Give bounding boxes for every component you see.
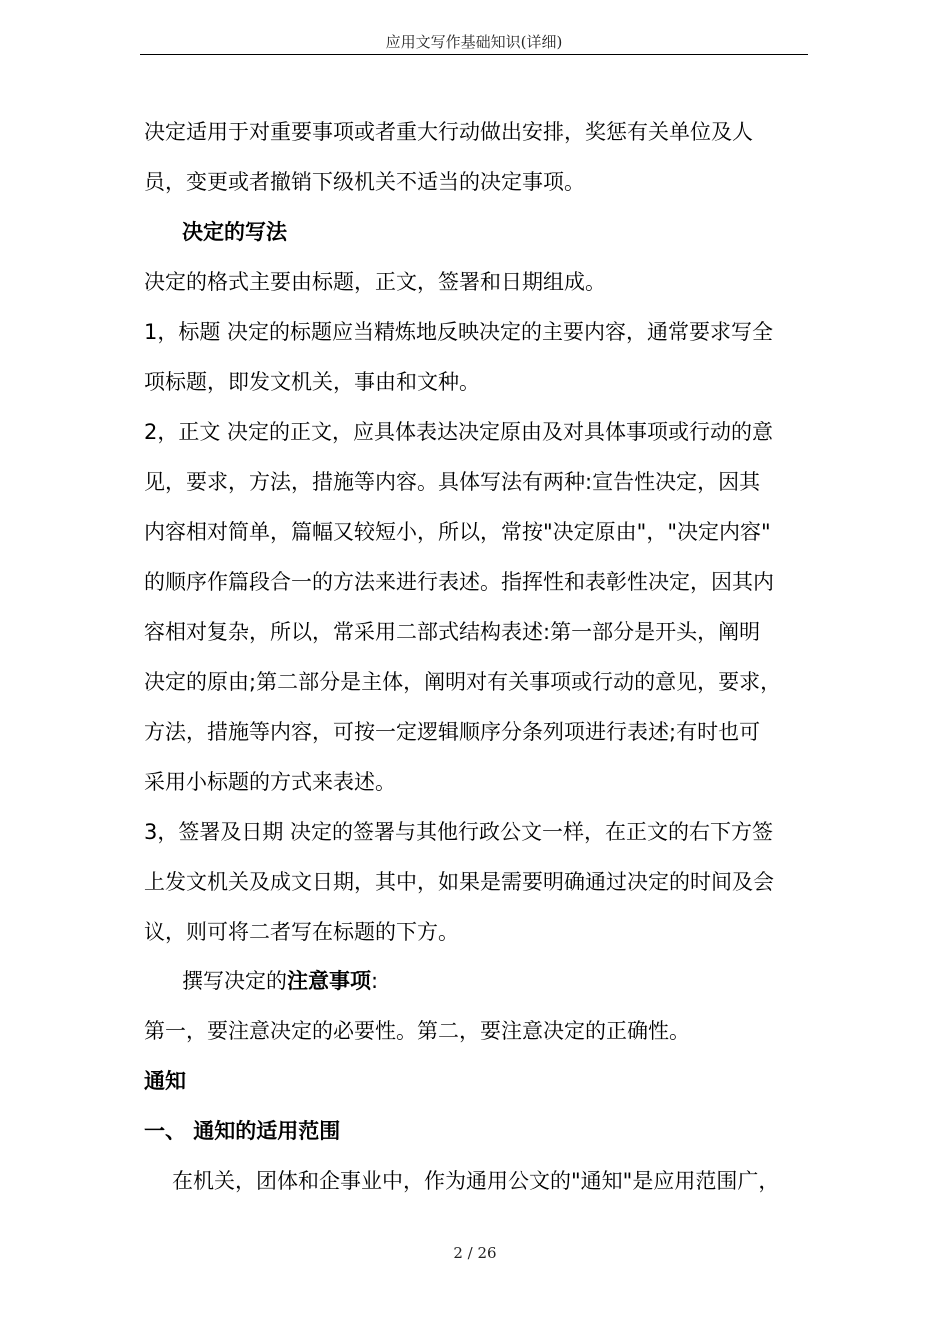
- notes-heading-suffix: :: [371, 969, 379, 993]
- notes-heading-prefix: 撰写决定的: [182, 969, 287, 993]
- body-line: 1，标题 决定的标题应当精炼地反映决定的主要内容，通常要求写全: [144, 320, 774, 344]
- notes-heading: [182, 966, 378, 996]
- body-line: 容相对复杂，所以，常采用二部式结构表述:第一部分是开头，阐明: [144, 620, 761, 644]
- page-header: 应用文写作基础知识(详细): [385, 33, 563, 51]
- notes-heading-bold: 注意事项: [287, 969, 371, 993]
- section-title: 通知: [144, 1069, 186, 1093]
- body-line: 的顺序作篇段合一的方法来进行表述。指挥性和表彰性决定，因其内: [144, 570, 774, 594]
- body-line: 见，要求，方法，措施等内容。具体写法有两种:宣告性决定，因其: [144, 470, 761, 494]
- body-line: 采用小标题的方式来表述。: [144, 770, 396, 794]
- body-line: 在机关，团体和企事业中，作为通用公文的"通知"是应用范围广，: [172, 1169, 780, 1193]
- body-line: 员，变更或者撤销下级机关不适当的决定事项。: [144, 170, 585, 194]
- notes-line: 第一，要注意决定的必要性。第二，要注意决定的正确性。: [144, 1019, 690, 1043]
- page-number: 2 / 26: [453, 1244, 497, 1262]
- body-line: 决定的格式主要由标题，正文，签署和日期组成。: [144, 270, 606, 294]
- body-line: 项标题，即发文机关，事由和文种。: [144, 370, 480, 394]
- body-line: 议，则可将二者写在标题的下方。: [144, 920, 459, 944]
- section-heading: 决定的写法: [182, 220, 287, 244]
- body-line: 3，签署及日期 决定的签署与其他行政公文一样，在正文的右下方签: [144, 820, 774, 844]
- body-line: 决定的原由;第二部分是主体，阐明对有关事项或行动的意见，要求，: [144, 670, 782, 694]
- body-line: 决定适用于对重要事项或者重大行动做出安排，奖惩有关单位及人: [144, 120, 753, 144]
- subsection-title: 一、 通知的适用范围: [144, 1119, 341, 1143]
- body-line: 内容相对简单，篇幅又较短小，所以，常按"决定原由"，"决定内容": [144, 520, 771, 544]
- header-divider: [140, 54, 808, 55]
- body-line: 上发文机关及成文日期，其中，如果是需要明确通过决定的时间及会: [144, 870, 774, 894]
- body-line: 方法，措施等内容，可按一定逻辑顺序分条列项进行表述;有时也可: [144, 720, 761, 744]
- body-line: 2，正文 决定的正文，应具体表达决定原由及对具体事项或行动的意: [144, 420, 774, 444]
